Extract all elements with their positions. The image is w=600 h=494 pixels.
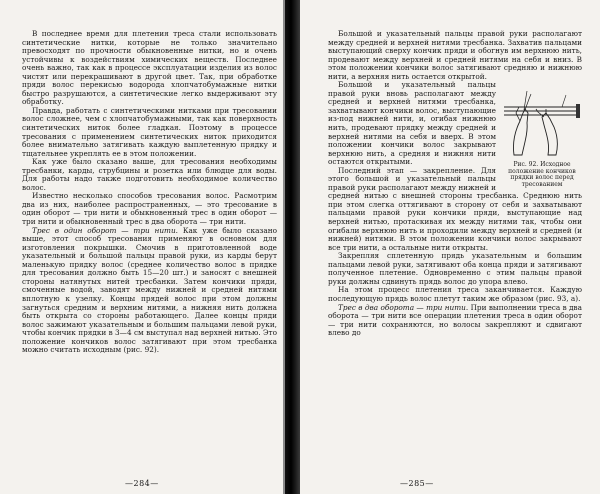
right-section-text: При выполнении треса в два оборота — три нити все операции плетения треса в один оборот — три нити сохраняются, но волосы закрепляют и сдвигают влево до (328, 302, 583, 338)
right-page (300, 0, 600, 494)
right-page-number: —285— (400, 479, 434, 488)
figure-92-caption: Рис. 92. Исходное положение кончиков прядки волос перед тресованием (508, 161, 576, 189)
right-paragraph-4: Закрепляя сплетенную прядь указательным и большим пальцами левой руки, затягивают оба конца пряди и затягивают полученное плетение. Одновременно с этим пальцы правой руки должны сдвинуть прядь волос до упора влево. (328, 251, 582, 286)
figure-92 (502, 83, 582, 188)
left-page (0, 0, 285, 494)
left-section-paragraph (22, 227, 277, 355)
left-paragraph-3: Как уже было сказано выше, для тресования необходимы тресбанки, карды, струбцины и розетка или блюдце для воды. Для работы надо также подготовить необходимое количество волос. (22, 157, 277, 192)
left-paragraph-2: Правда, работать с синтетическими нитками при тресовании волос сложнее, чем с хлопчатобумажными, так как поверхность синтетических ниток более гладкая. Поэтому в процессе тресования с применением синтетических ниток приходится более внимательно затягивать каждую выплетенную прядку и тщательнее укреплять ее в этом положении. (22, 105, 277, 158)
left-page-number: —284— (125, 479, 159, 488)
left-section-title: Трес в один оборот — три нити. (32, 225, 178, 235)
right-paragraph-1: Большой и указательный пальцы правой руки располагают между средней и верхней нитями тресбанка. Захватив пальцами выступающий сверху кончик пряди и обогнув им верхнюю нить, продевают между верхней и средней нитями на себя и вниз. В этом положении кончики волос затягивают средняю и нижнюю нити, а верхняя нить остается открытой. (328, 29, 582, 81)
right-paragraph-2: Большой и указательный пальцы правой руки вновь располагают между средней и верхней нитями тресбанка, захватывают кончики волос, выступающие из-под нижней нити, и, огибая нижнюю нить, продевают прядку между средней и верхней нитями на себя и вверх. В этом положении кончики волос закрывают верхнюю нить, а средняя и нижняя нити остаются открытыми. (328, 80, 496, 167)
book-gutter (285, 0, 300, 494)
right-section-title: Трес в два оборота — три нити. (338, 302, 469, 312)
right-paragraph-5: На этом процесс плетения треса заканчивается. Каждую последующую прядь волос плетут таким же образом (рис. 93, а). (328, 285, 582, 303)
left-section-text: Как уже было сказано выше, этот способ тресования применяют в основном для изготовления покрышки. Смочив в приготовленной воде указательный и большой пальцы правой руки, из карды берут маленькую прядку волос (среднее количество волос в прядке для тресования должно быть 15—20 шт.) и заносят с внешней стороны натянутых нитей тресбанки. Затем кончики пряди, смоченные водой, заводят между нижней и средней нитями вплотную к узелку. Концы прядей волос при этом должны загнуться средним и верхним нитями, а нижняя нить должна быть открыта со стороны работающего. Далее концы пряди волос зажимают указательным и большим пальцами левой руки, чтобы кончик прядки в 3—4 см выступал над верхней нитью. Это положение кончиков волос затягивают при этом тресбанка можно считать исходным (рис. 92). (22, 225, 278, 355)
left-text-column (22, 30, 277, 355)
left-paragraph-1: В последнее время для плетения треса стали использовать синтетические нитки, которые не только значительно превосходят по прочности обыкновенные нитки, но и очень устойчивы к воздействиям химических веществ. Последнее очень важно, так как в процессе эксплуатации изделия из волос чистят или перекрашивают в другой цвет. Так, при обработке пряди волос перекисью водорода хлопчатобумажные нитки быстро разрушаются, а синтетические легко выдерживают эту обработку. (22, 29, 277, 107)
right-text-column (328, 30, 582, 338)
right-paragraph-3: Последний этап — закрепление. Для этого большой и указательный пальцы правой руки располагают между нижней и средней нитью с внешней стороны тресбанка. Среднюю нить при этом слегка оттягивают в сторону от себя и захватывают пальцами правой руки кончики пряди, выступающие над верхней нитью, протаскивая их между нитями так, чтобы они огибали верхнюю нить и проходили между верхней и средней (и нижней) нитями. В этом положении кончики волос закрывают все три нити, а остальные нити открыты. (328, 165, 582, 252)
figure-92-illustration (502, 83, 582, 161)
right-section-paragraph (328, 304, 582, 338)
left-paragraph-4: Известно несколько способов тресования волос. Расмотрим два из них, наиболее распространенных, — это тресование в один оборот — три нити и обыкновенный трес в один оборот — три нити и обыкновенный трес в два оборота — три нити. (22, 191, 277, 227)
